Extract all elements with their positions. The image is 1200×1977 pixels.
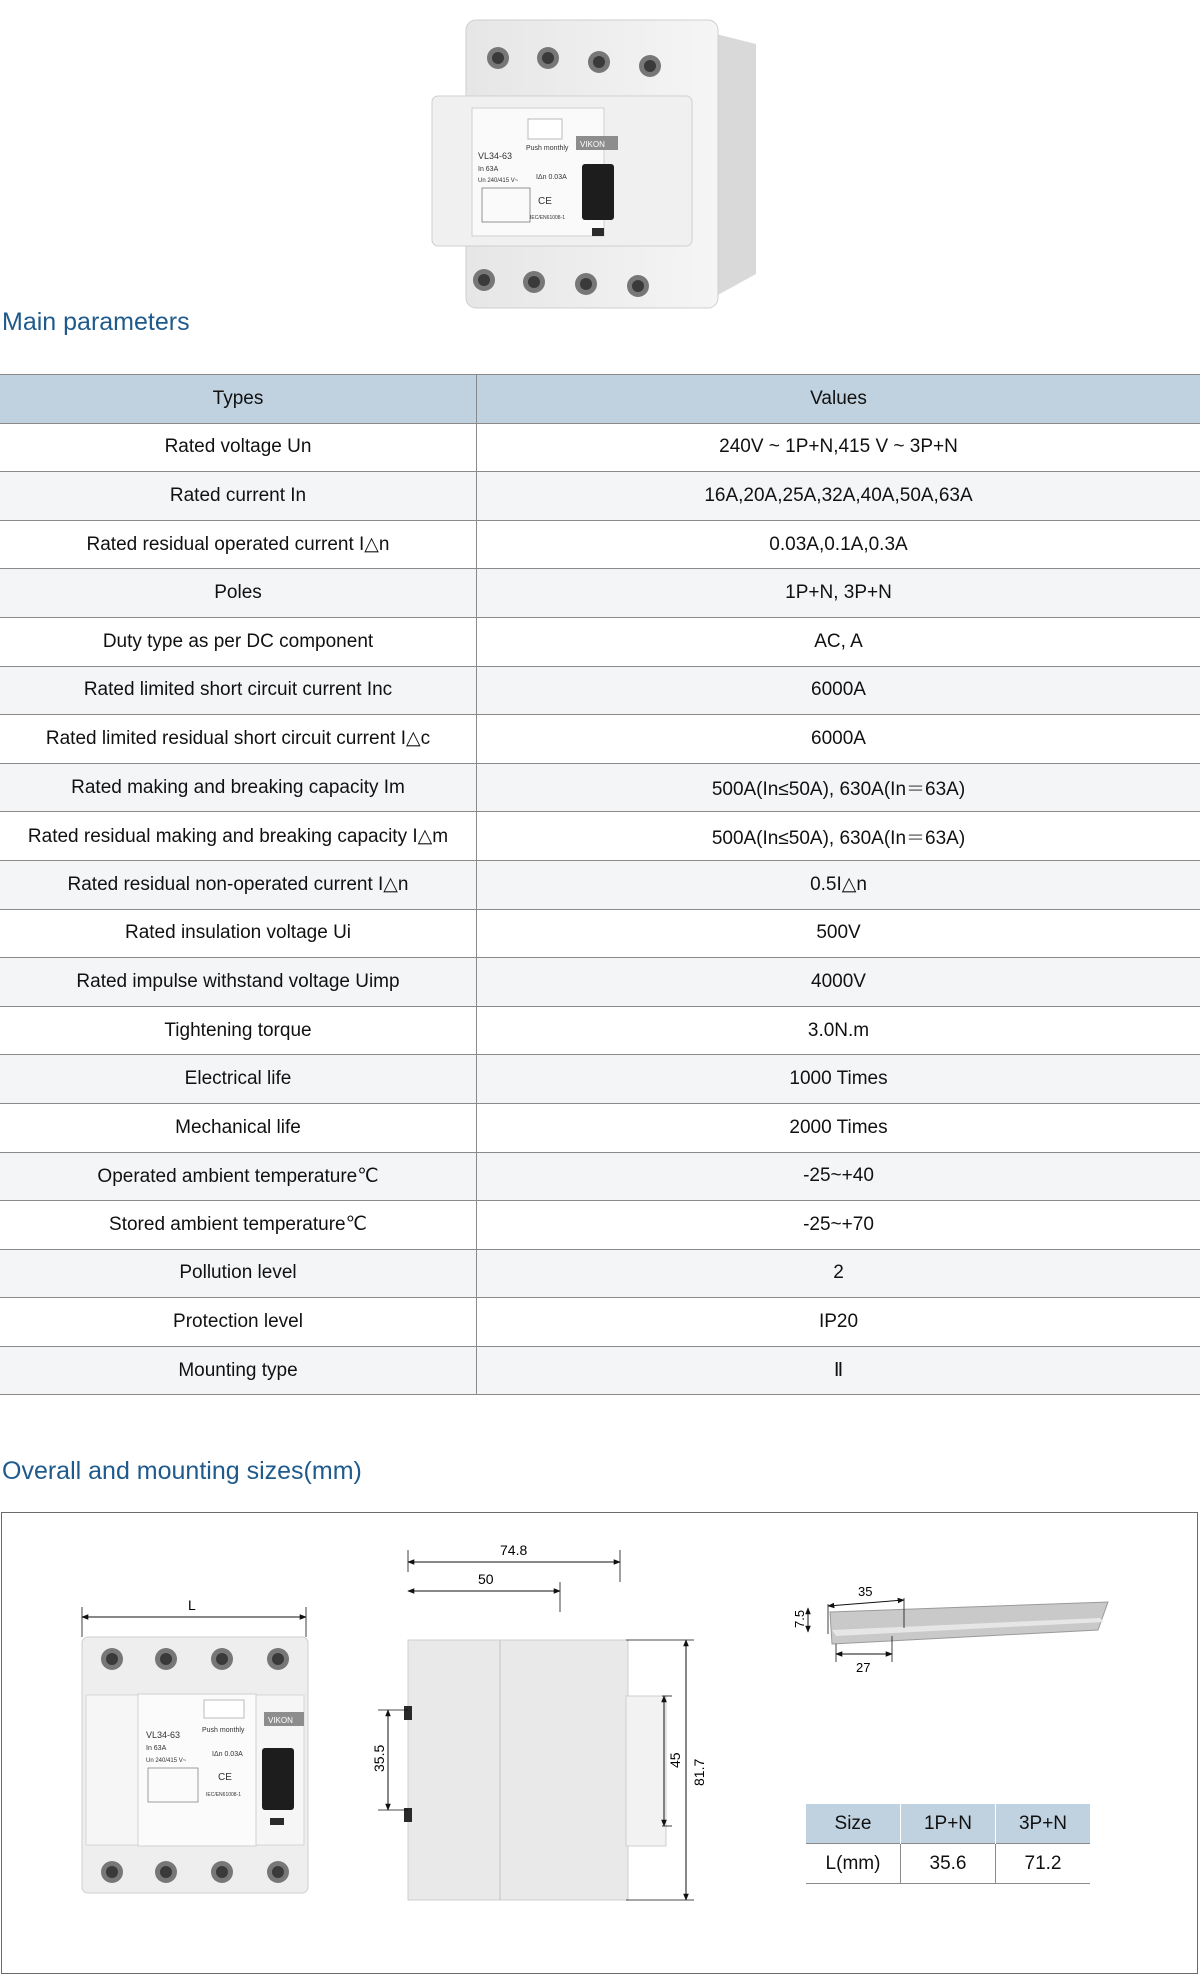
param-value: 240V ~ 1P+N,415 V ~ 3P+N	[477, 423, 1200, 472]
param-value: IP20	[477, 1298, 1200, 1347]
table-row	[0, 860, 1200, 909]
param-type: Electrical life	[0, 1055, 477, 1104]
side-view	[371, 1542, 707, 1900]
rail-7-5-label: 7.5	[792, 1609, 807, 1628]
param-value: -25~+40	[477, 1152, 1200, 1201]
push-monthly-label: Push monthly	[526, 145, 569, 152]
ce-mark: CE	[538, 196, 552, 207]
param-type: Rated insulation voltage Ui	[0, 909, 477, 958]
param-value: AC, A	[477, 617, 1200, 666]
param-type: Rated current In	[0, 472, 477, 521]
size-table-header	[806, 1804, 1090, 1844]
din-rail	[792, 1584, 1108, 1675]
param-type: Mechanical life	[0, 1103, 477, 1152]
param-type: Duty type as per DC component	[0, 617, 477, 666]
param-value: 2	[477, 1249, 1200, 1298]
rcd-product-image	[426, 14, 766, 328]
size-row-3pn: 71.2	[996, 1844, 1091, 1884]
table-row	[0, 520, 1200, 569]
param-value: 500A(In≤50A), 630A(In＝63A)	[477, 812, 1200, 861]
param-value: 0.5I△n	[477, 860, 1200, 909]
table-row	[0, 1055, 1200, 1104]
front-model: VL34-63	[146, 1730, 181, 1740]
param-type: Operated ambient temperature℃	[0, 1152, 477, 1201]
table-row	[0, 666, 1200, 715]
table-row	[0, 472, 1200, 521]
parameters-table	[0, 374, 1200, 1395]
table-row	[0, 1103, 1200, 1152]
front-rating: In 63A	[146, 1745, 167, 1752]
product-residual: IΔn 0.03A	[536, 174, 567, 181]
dim-35-5-label: 35.5	[371, 1744, 387, 1772]
table-row	[0, 812, 1200, 861]
front-ce-mark: CE	[218, 1772, 232, 1783]
header-values: Values	[477, 375, 1200, 424]
param-value: 6000A	[477, 715, 1200, 764]
param-type: Tightening torque	[0, 1006, 477, 1055]
main-parameters-title: Main parameters	[2, 308, 190, 336]
param-value: 16A,20A,25A,32A,40A,50A,63A	[477, 472, 1200, 521]
table-row	[0, 909, 1200, 958]
size-table-row	[806, 1844, 1090, 1884]
dim-50-label: 50	[478, 1571, 494, 1587]
param-value: Ⅱ	[477, 1346, 1200, 1395]
front-push-monthly: Push monthly	[202, 1727, 245, 1734]
param-type: Rated limited residual short circuit current I△c	[0, 715, 477, 764]
param-value: 3.0N.m	[477, 1006, 1200, 1055]
param-value: 500A(In≤50A), 630A(In＝63A)	[477, 763, 1200, 812]
front-brand-logo: VIKON	[268, 1716, 293, 1725]
brand-logo: VIKON	[580, 140, 605, 149]
table-row	[0, 715, 1200, 764]
front-view	[82, 1597, 308, 1893]
dimension-drawings	[0, 1512, 1200, 1974]
toggle-lever	[582, 164, 614, 220]
param-type: Rated limited short circuit current Inc	[0, 666, 477, 715]
product-voltage: Un 240/415 V~	[478, 178, 519, 184]
product-rating: In 63A	[478, 166, 499, 173]
dim-74-8-label: 74.8	[500, 1542, 528, 1558]
size-row-1pn: 35.6	[901, 1844, 996, 1884]
table-row	[0, 423, 1200, 472]
front-toggle-lever	[262, 1748, 294, 1810]
table-row	[0, 1249, 1200, 1298]
rail-27-label: 27	[856, 1660, 871, 1675]
dim-L-label: L	[188, 1597, 196, 1613]
param-type: Rated residual making and breaking capacity I△m	[0, 812, 477, 861]
param-type: Pollution level	[0, 1249, 477, 1298]
rail-35-label: 35	[858, 1584, 873, 1599]
overall-sizes-title: Overall and mounting sizes(mm)	[2, 1457, 362, 1485]
param-value: -25~+70	[477, 1201, 1200, 1250]
param-type: Mounting type	[0, 1346, 477, 1395]
product-model: VL34-63	[478, 151, 513, 161]
product-standard: IEC/EN61008-1	[530, 215, 566, 221]
table-row	[0, 1346, 1200, 1395]
front-voltage: Un 240/415 V~	[146, 1758, 187, 1764]
size-header-1pn: 1P+N	[901, 1804, 996, 1844]
param-value: 6000A	[477, 666, 1200, 715]
param-value: 0.03A,0.1A,0.3A	[477, 520, 1200, 569]
param-type: Rated making and breaking capacity Im	[0, 763, 477, 812]
front-residual: IΔn 0.03A	[212, 1751, 243, 1758]
param-type: Rated voltage Un	[0, 423, 477, 472]
param-type: Rated residual operated current I△n	[0, 520, 477, 569]
param-value: 4000V	[477, 958, 1200, 1007]
size-header-3pn: 3P+N	[996, 1804, 1091, 1844]
dim-45-label: 45	[667, 1752, 683, 1768]
param-type: Rated impulse withstand voltage Uimp	[0, 958, 477, 1007]
param-type: Stored ambient temperature℃	[0, 1201, 477, 1250]
table-row	[0, 1201, 1200, 1250]
param-value: 2000 Times	[477, 1103, 1200, 1152]
table-row	[0, 1298, 1200, 1347]
param-type: Rated residual non-operated current I△n	[0, 860, 477, 909]
param-value: 500V	[477, 909, 1200, 958]
param-value: 1P+N, 3P+N	[477, 569, 1200, 618]
param-value: 1000 Times	[477, 1055, 1200, 1104]
param-type: Poles	[0, 569, 477, 618]
param-type: Protection level	[0, 1298, 477, 1347]
table-row	[0, 1152, 1200, 1201]
size-row-label: L(mm)	[806, 1844, 901, 1884]
size-header-size: Size	[806, 1804, 901, 1844]
front-standard: IEC/EN61008-1	[206, 1792, 242, 1798]
table-row	[0, 617, 1200, 666]
table-row	[0, 1006, 1200, 1055]
table-row	[0, 763, 1200, 812]
table-header-row	[0, 375, 1200, 424]
size-table	[806, 1804, 1090, 1884]
table-row	[0, 569, 1200, 618]
dim-81-7-label: 81.7	[691, 1758, 707, 1786]
header-types: Types	[0, 375, 477, 424]
table-row	[0, 958, 1200, 1007]
